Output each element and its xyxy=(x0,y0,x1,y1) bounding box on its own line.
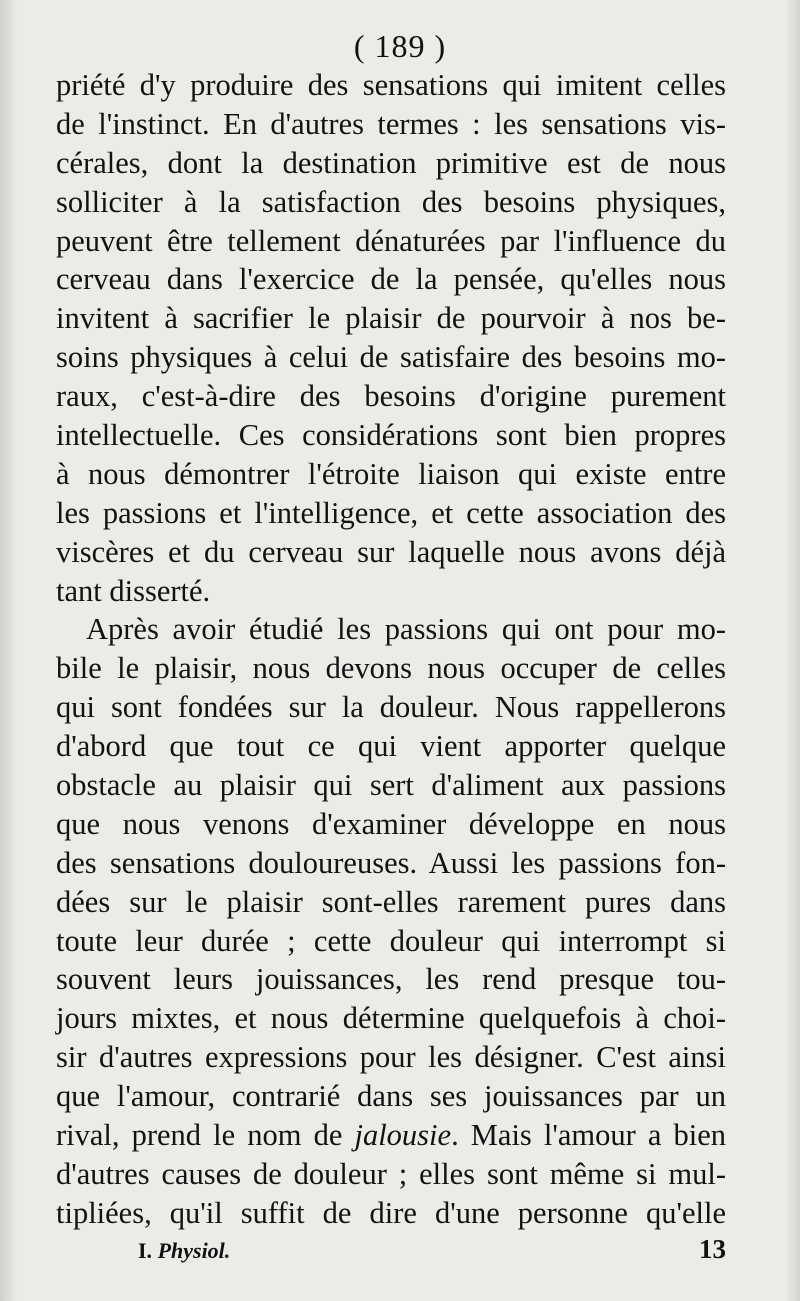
sheet-number: 13 xyxy=(699,1234,726,1264)
signature-number: I. xyxy=(138,1238,153,1263)
text-line: des sensations douloureuses. Aussi les passions fon- xyxy=(56,845,726,880)
text-line: qui sont fondées sur la douleur. Nous rappellerons xyxy=(56,690,726,725)
page-footer xyxy=(138,1234,726,1264)
text-line: toute leur durée ; cette douleur qui interrompt si xyxy=(56,923,726,958)
text-line: intellectuelle. Ces considérations sont bien propres xyxy=(56,418,726,453)
text-line: sir d'autres expressions pour les désigner. C'est ainsi xyxy=(56,1040,726,1075)
text-line: Après avoir étudié les passions qui ont pour mo- xyxy=(86,612,726,647)
page-number: ( 189 ) xyxy=(353,28,447,64)
text-segment: rival, prend le nom de xyxy=(56,1118,343,1153)
page-edge-right xyxy=(786,0,800,1301)
text-line: à nous démontrer l'étroite liaison qui existe entre xyxy=(56,456,726,491)
text-line: jours mixtes, et nous détermine quelquefois à choi- xyxy=(56,1001,726,1036)
text-line: tipliées, qu'il suffit de dire d'une personne qu'elle xyxy=(56,1195,726,1230)
text-line: dées sur le plaisir sont-elles rarement pures dans xyxy=(56,884,726,919)
paragraph-2 xyxy=(56,610,726,1232)
text-line: raux, c'est-à-dire des besoins d'origine purement xyxy=(56,379,726,414)
paragraph-1 xyxy=(56,66,726,610)
text-line: viscères et du cerveau sur laquelle nous avons déjà xyxy=(56,534,726,569)
text-line: obstacle au plaisir qui sert d'aliment aux passions xyxy=(56,768,726,803)
page-edge-left xyxy=(0,0,18,1301)
text-line: invitent à sacrifier le plaisir de pourvoir à nos be- xyxy=(56,301,726,336)
text-line: cérales, dont la destination primitive est de nous xyxy=(56,145,726,180)
text-line: tant disserté. xyxy=(56,573,211,608)
text-line: peuvent être tellement dénaturées par l'influence du xyxy=(56,223,726,258)
text-line: les passions et l'intelligence, et cette association des xyxy=(56,495,726,530)
text-line: que l'amour, contrarié dans ses jouissances par un xyxy=(56,1079,726,1114)
text-line: solliciter à la satisfaction des besoins physiques, xyxy=(56,184,726,219)
text-segment: . Mais l'amour a bien xyxy=(451,1118,727,1153)
text-line: soins physiques à celui de satisfaire des besoins mo- xyxy=(56,340,726,375)
text-line: d'autres causes de douleur ; elles sont même si mul- xyxy=(56,1156,726,1191)
signature-title: Physiol. xyxy=(157,1238,231,1263)
text-line: bile le plaisir, nous devons nous occuper de celles xyxy=(56,651,726,686)
text-line: de l'instinct. En d'autres termes : les sensations vis- xyxy=(56,106,726,141)
italic-term: jalousie xyxy=(354,1118,452,1153)
text-line: cerveau dans l'exercice de la pensée, qu'elles nous xyxy=(56,262,726,297)
text-line: priété d'y produire des sensations qui imitent celles xyxy=(56,68,726,102)
text-line: que nous venons d'examiner développe en nous xyxy=(56,806,726,841)
body-text xyxy=(56,66,726,1233)
text-line-with-italic xyxy=(56,1116,726,1155)
text-line: d'abord que tout ce qui vient apporter quelque xyxy=(56,729,726,764)
text-line: souvent leurs jouissances, les rend presque tou- xyxy=(56,962,726,997)
